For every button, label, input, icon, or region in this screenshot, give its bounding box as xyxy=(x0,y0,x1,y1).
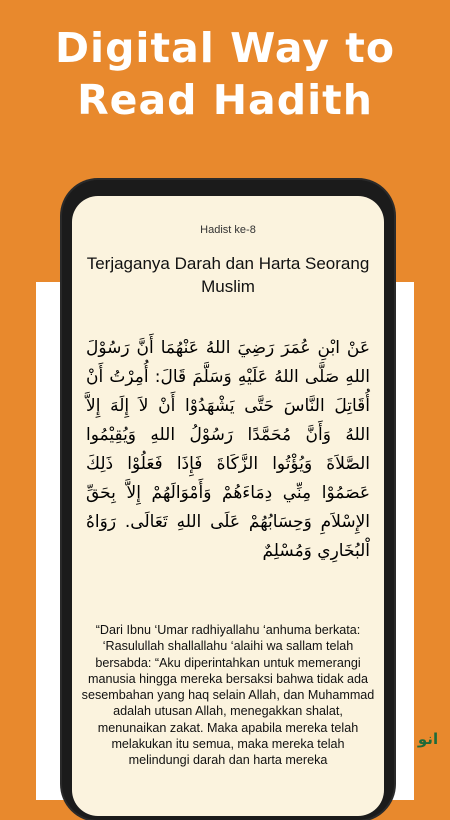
app-logo-icon: ﺍﻧﻮ xyxy=(417,730,439,748)
phone-screen[interactable] xyxy=(72,196,384,816)
hadith-arabic-text: عَنْ ابْنِ عُمَرَ رَضِيَ اللهُ عَنْهُمَا أَنَّ رَسُوْلَ اللهِ صَلَّى اللهُ عَلَيْهِ وَسَلَّمَ قَالَ: أُمِرْتُ أَنْ أُقَاتِلَ النَّاسَ حَتَّى يَشْهَدُوْا أَنْ لاَ إِلَهَ إِلاَّ اللهُ وَأَنَّ مُحَمَّدًا رَسُوْلُ اللهِ وَيُقِيْمُوا الصَّلاَةَ وَيُؤْتُوا الزَّكَاةَ فَإِذَا فَعَلُوْا ذَلِكَ عَصَمُوْا مِنِّي دِمَاءَهُمْ وَأَمْوَالَهُمْ إِلاَّ بِحَقِّ الإِسْلاَمِ وَحِسَابُهُمْ عَلَى اللهِ تَعَالَى. رَوَاهُ اْلبُخَارِي وَمُسْلِمٌ xyxy=(86,338,370,561)
headline-line-1: Digital Way to xyxy=(54,24,396,72)
hadith-number: Hadist ke-8 xyxy=(200,224,256,236)
phone-frame xyxy=(62,180,394,820)
hadith-title: Terjaganya Darah dan Harta Seorang Muslim xyxy=(86,254,370,296)
hadith-translation: “Dari Ibnu ‘Umar radhiyallahu ‘anhuma berkata: ‘Rasulullah shallallahu ‘alaihi wa sallam telah bersabda: “Aku diperintahkan untuk memerangi manusia hingga mereka bersaksi bahwa tidak ada sesembahan yang haq selain Allah, dan Muhammad adalah utusan Allah, menegakkan shalat, menunaikan zakat. Maka apabila mereka telah melakukan itu semua, maka mereka telah melindungi darah dan harta mereka xyxy=(81,623,375,768)
promo-headline xyxy=(0,22,450,126)
headline-line-2: Read Hadith xyxy=(77,76,373,124)
